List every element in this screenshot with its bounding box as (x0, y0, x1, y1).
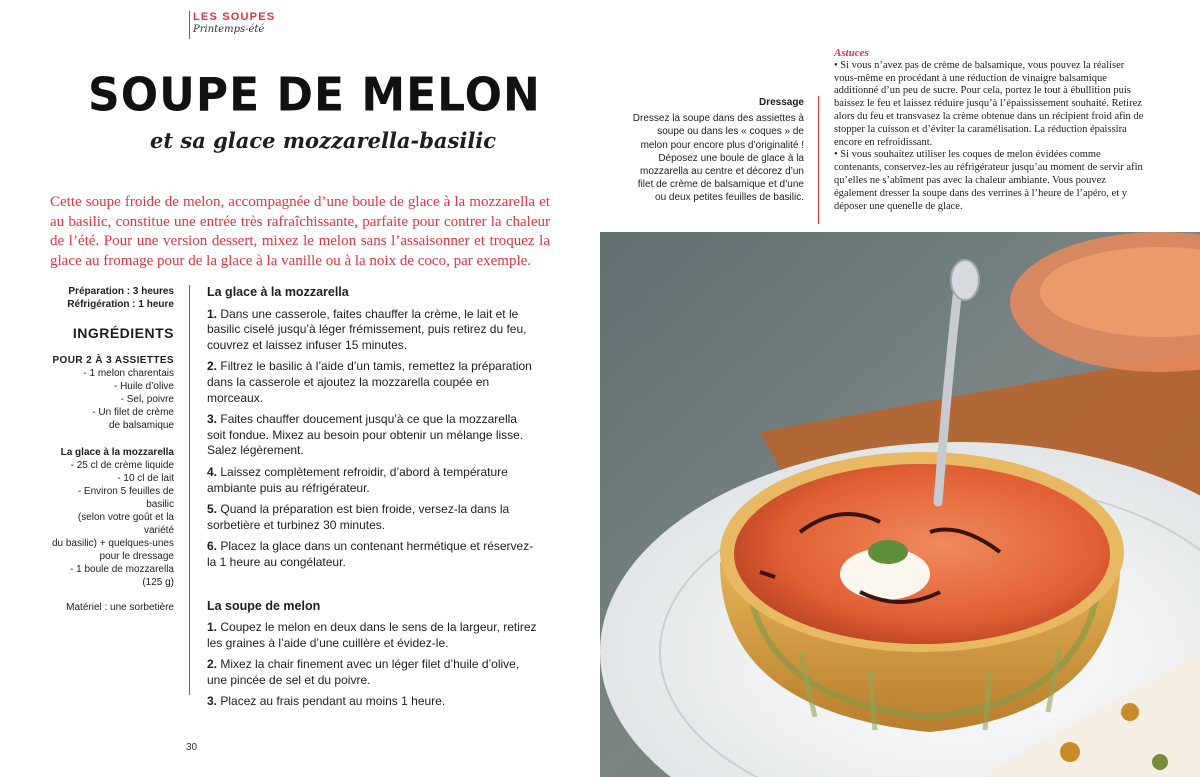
step-number: 1. (207, 620, 218, 635)
ingredient-item: du basilic) + quelques-unes (51, 538, 174, 549)
glace-ingredients-heading: La glace à la mozzarella (60, 447, 174, 458)
step-text: Laissez complètement refroidir, d’abord à température ambiante puis au réfrigérateur. (207, 464, 508, 495)
step-number: 5. (207, 502, 218, 517)
page-number: 30 (186, 742, 198, 753)
step-number: 3. (207, 694, 218, 709)
soup-photo (600, 232, 1200, 777)
recipe-steps (207, 285, 537, 716)
ingredients-heading: INGRÉDIENTS (72, 325, 174, 341)
fridge-time: Réfrigération : 1 heure (67, 299, 174, 310)
step-text: Filtrez le basilic à l’aide d’un tamis, remettez la préparation dans la casserole et ajoutez la mozzarella coupée en morceaux. (207, 359, 532, 405)
step-text: Placez au frais pendant au moins 1 heure. (220, 694, 446, 709)
ingredient-item: - 25 cl de crème liquide (70, 460, 174, 471)
ingredient-item: (selon votre goût et la variété (77, 512, 174, 536)
servings-label: POUR 2 À 3 ASSIETTES (52, 355, 174, 366)
prep-time: Préparation : 3 heures (68, 286, 174, 297)
soupe-heading: La soupe de melon (207, 598, 321, 613)
step-number: 1. (207, 306, 218, 321)
page-title: SOUPE DE MELON (88, 68, 541, 123)
dressage-box (632, 96, 804, 205)
glace-step (207, 359, 537, 406)
step-text: Faites chauffer doucement jusqu’à ce que la mozzarella soit fondue. Mixez au besoin pour obtenir un mélange lisse. Salez légèrement. (207, 412, 524, 458)
ingredient-item: - 1 melon charentais (83, 368, 174, 379)
section-label: LES SOUPES (193, 11, 276, 23)
step-text: Coupez le melon en deux dans le sens de la largeur, retirez les graines à l’aide d’une cuillère et évidez-le. (207, 620, 537, 650)
page-subtitle: et sa glace mozzarella-basilic (150, 128, 497, 153)
tip-item: • Si vous souhaitez utiliser les coques de melon évidées comme contenants, conservez-les au réfrigérateur jusqu’au moment de servir afin qu’elles ne s’abîment pas avec la chaleur ambiante. Vous pouvez également dresser la soupe dans des verrines à l’heure de l’apéro, et y déposer une quenelle de glace. (834, 149, 1143, 212)
tip-item: • Si vous n’avez pas de crème de balsamique, vous pouvez la réaliser vous-même en procédant à une réduction de vinaigre balsamique additionné d’un peu de sucre. Pour cela, portez le tout à ébullition puis baissez le feu et laissez réduire jusqu’à l’épaississement souhaité. Retirez alors du feu et transvasez la crème obtenue dans un récipient froid afin de stopper la cuisson et d’éviter la caramélisation. La réduction épaissira encore en refroidissant. (834, 59, 1144, 148)
intro-paragraph: Cette soupe froide de melon, accompagnée d’une boule de glace à la mozzarella et au basilic, constitue une entrée très rafraîchissante, parfaite pour contrer la chaleur de l’été. Pour une version dessert, mixez le melon sans l’assaisonner et troquez la glace au fromage pour de la glace à la vanille ou à la noix de coco, par exemple. (50, 194, 550, 269)
ingredients-sidebar (50, 285, 174, 614)
ingredient-item: - Huile d’olive (113, 381, 174, 392)
ingredient-item: - 10 cl de lait (117, 473, 174, 484)
glace-step (207, 307, 537, 354)
ingredient-item: - Sel, poivre (120, 394, 174, 405)
ingredient-item: de balsamique (108, 420, 174, 431)
ingredient-item: pour le dressage (99, 551, 174, 562)
step-text: Mixez la chair finement avec un léger filet d’huile d’olive, une pincée de sel et du poivre. (207, 657, 520, 687)
glace-step (207, 412, 537, 459)
soupe-step (207, 657, 537, 688)
soupe-step (207, 620, 537, 651)
ingredient-item: - 1 boule de mozzarella (125 g) (70, 564, 174, 588)
step-number: 2. (207, 657, 218, 672)
step-text: Quand la préparation est bien froide, versez-la dans la sorbetière et turbinez 30 minutes. (207, 502, 510, 532)
dressage-heading: Dressage (758, 97, 804, 108)
dressage-text: Dressez la soupe dans des assiettes à soupe ou dans les « coques » de melon pour encore plus d’originalité ! Déposez une boule de glace à la mozzarella au centre et décorez d’un filet de crème de balsamique et d’une ou deux petites feuilles de basilic. (632, 113, 804, 204)
glace-heading: La glace à la mozzarella (207, 285, 349, 299)
dressage-rule (818, 96, 819, 224)
tips-heading: Astuces (834, 47, 869, 59)
glace-step (207, 502, 537, 533)
tips-box (834, 47, 1144, 213)
soupe-step (207, 694, 537, 710)
step-number: 4. (207, 464, 218, 479)
glace-step (207, 539, 537, 570)
header-rule (189, 11, 190, 39)
material-note: Matériel : une sorbetière (66, 602, 174, 613)
column-rule (189, 285, 190, 695)
step-number: 2. (207, 359, 218, 374)
section-tag (193, 11, 275, 35)
step-number: 3. (207, 412, 218, 427)
step-text: Dans une casserole, faites chauffer la crème, le lait et le basilic ciselé jusqu’à léger frémissement, puis retirez du feu, couvrez et laissez infuser 15 minutes. (207, 306, 527, 352)
ingredient-item: - Un filet de crème (92, 407, 174, 418)
soup-illustration (600, 232, 1200, 777)
glace-step (207, 465, 537, 496)
ingredient-item: - Environ 5 feuilles de basilic (77, 486, 174, 510)
season-label: Printemps-été (193, 24, 265, 35)
step-number: 6. (207, 539, 218, 554)
step-text: Placez la glace dans un contenant hermétique et réservez-la 1 heure au congélateur. (207, 539, 534, 569)
